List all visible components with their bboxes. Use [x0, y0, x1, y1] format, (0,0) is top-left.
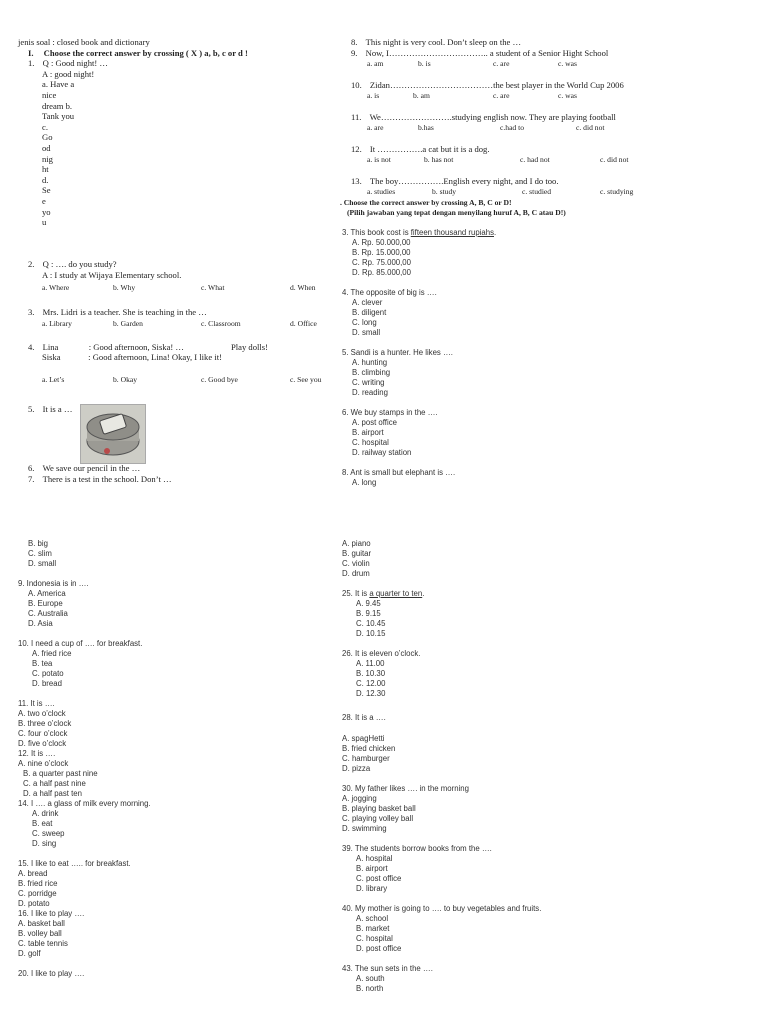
q1-option-fragment: dream b. — [42, 100, 73, 111]
r11-option-d: c. did not — [576, 123, 605, 132]
q9-option: A. America — [28, 589, 66, 598]
q39-option: D. library — [356, 884, 388, 893]
q40-option: B. market — [356, 924, 390, 933]
q4-option-b: b. Okay — [113, 375, 138, 384]
q5-question — [28, 404, 72, 415]
q14-option: D. sing — [32, 839, 57, 848]
cont-option: B. big — [28, 539, 48, 548]
r12-question — [351, 144, 490, 155]
q30-option: B. playing basket ball — [342, 804, 416, 813]
r11-question — [351, 112, 616, 123]
r4-question: 4. The opposite of big is …. — [342, 288, 437, 297]
q6-question — [28, 463, 140, 474]
q4-line1-text: : Good afternoon, Siska! … — [88, 342, 184, 352]
q7-question — [28, 474, 172, 485]
cont-option: D. small — [28, 559, 57, 568]
q3-option-c: c. Classroom — [201, 319, 241, 328]
q1-option-fragment: nice — [42, 89, 57, 100]
r13-text: The boy…………….English every night, and I do too. — [369, 176, 559, 186]
r11-option-c: c.had to — [500, 123, 525, 132]
r13-option-b: b. study — [432, 187, 457, 196]
r12-option-b: b. has not — [424, 155, 454, 164]
q5-number: 5. — [28, 404, 35, 414]
q39-option: A. hospital — [356, 854, 393, 863]
q4-option-a: a. Let’s — [42, 375, 65, 384]
q30-option: D. swimming — [342, 824, 387, 833]
q3-option-d: d. Office — [290, 319, 317, 328]
q2-question — [28, 259, 117, 270]
q15-option: D. potato — [18, 899, 50, 908]
q16-option: A. basket ball — [18, 919, 65, 928]
r6-question: 6. We buy stamps in the …. — [342, 408, 438, 417]
r4-option: D. small — [352, 328, 381, 337]
q26-question: 26. It is eleven o’clock. — [342, 649, 421, 658]
r10-number: 10. — [351, 80, 362, 90]
q26-option: C. 12.00 — [356, 679, 386, 688]
q7-number: 7. — [28, 474, 35, 484]
q7-text: There is a test in the school. Don’t … — [42, 474, 172, 484]
q4-line2-text: : Good afternoon, Lina! Okay, I like it! — [88, 352, 222, 362]
r8-option: A. long — [352, 478, 377, 487]
test-type-line: jenis soal : closed book and dictionary — [18, 37, 150, 47]
r6-option: D. railway station — [352, 448, 412, 457]
r13-number: 13. — [351, 176, 362, 186]
q40-question: 40. My mother is going to …. to buy vegetables and fruits. — [342, 904, 542, 913]
r10-option-a: a. is — [367, 91, 380, 100]
q1-answer: A : good night! — [42, 68, 95, 79]
q15-option: C. porridge — [18, 889, 57, 898]
q25-option: A. 9.45 — [356, 599, 381, 608]
section-two-instruction: . Choose the correct answer by crossing A, B, C or D! — [340, 198, 512, 207]
q43-option: A. south — [356, 974, 385, 983]
q5-text: It is a … — [42, 404, 73, 414]
q1-option-fragment: Go — [42, 132, 53, 143]
q25-underlined: a quarter to ten — [369, 589, 423, 598]
q3-option-b: b. Garden — [113, 319, 143, 328]
r13-question — [351, 176, 558, 187]
cont-option: B. guitar — [342, 549, 372, 558]
q4-line1-tail: Play dolls! — [231, 342, 269, 352]
r8-question: 8. Ant is small but elephant is …. — [342, 468, 456, 477]
q30-question: 30. My father likes …. in the morning — [342, 784, 469, 793]
r3-question — [342, 228, 742, 238]
r9-question — [351, 48, 608, 59]
r9-option-b: b. is — [418, 59, 431, 68]
q30-option: C. playing volley ball — [342, 814, 414, 823]
r8-text: This night is very cool. Don’t sleep on the … — [365, 37, 522, 47]
r6-option: C. hospital — [352, 438, 389, 447]
r12-number: 12. — [351, 144, 362, 154]
right-bottom-column — [342, 539, 742, 994]
q43-question: 43. The sun sets in the …. — [342, 964, 433, 973]
r5-question: 5. Sandi is a hunter. He likes …. — [342, 348, 453, 357]
q9-option: D. Asia — [28, 619, 53, 628]
q39-option: C. post office — [356, 874, 402, 883]
q1-options — [18, 79, 338, 227]
q9-option: B. Europe — [28, 599, 63, 608]
q25-text: 25. It is — [342, 589, 370, 598]
r3-option: C. Rp. 75.000,00 — [352, 258, 411, 267]
r11-number: 11. — [351, 112, 362, 122]
sharpener-picture — [80, 404, 146, 464]
r13-option-d: c. studying — [600, 187, 634, 196]
cont-option: C. slim — [28, 549, 52, 558]
r12-option-d: c. did not — [600, 155, 629, 164]
section-two-instruction-id: (Pilih jawaban yang tepat dengan menyilang huruf A, B, C atau D!) — [347, 208, 566, 217]
r10-option-d: c. was — [558, 91, 577, 100]
q9-question: 9. Indonesia is in …. — [18, 579, 89, 588]
q30-option: A. jogging — [342, 794, 377, 803]
section-one-heading — [18, 48, 338, 59]
r3-text: 3. This book cost is — [342, 228, 411, 237]
q1-option-fragment: nig — [42, 153, 53, 164]
r9-text: Now, I…………………………….. a student of a Senior Hight School — [365, 48, 609, 58]
q2-answer: A : I study at Wijaya Elementary school. — [42, 270, 182, 280]
r8-serif-question — [351, 37, 521, 48]
q15-option: B. fried rice — [18, 879, 58, 888]
q1-option-fragment: od — [42, 142, 51, 153]
q15-option: A. bread — [18, 869, 48, 878]
q14-question: 14. I …. a glass of milk every morning. — [18, 799, 151, 808]
q1-option-fragment: c. — [42, 121, 48, 132]
q39-question: 39. The students borrow books from the …. — [342, 844, 492, 853]
q26-option: A. 11.00 — [356, 659, 385, 668]
r10-text: Zidan………………………………the best player in the World Cup 2006 — [369, 80, 624, 90]
q2-option-d: d. When — [290, 283, 316, 292]
q12-option: A. nine o’clock — [18, 759, 69, 768]
r9-option-d: c. was — [558, 59, 577, 68]
q28-option: B. fried chicken — [342, 744, 396, 753]
q10-option: B. tea — [32, 659, 53, 668]
q11-option: C. four o’clock — [18, 729, 68, 738]
q12-option: C. a half past nine — [23, 779, 86, 788]
r3-underlined: fifteen thousand rupiahs — [410, 228, 494, 237]
q14-option: A. drink — [32, 809, 59, 818]
cont-option: D. drum — [342, 569, 370, 578]
q9-option: C. Australia — [28, 609, 68, 618]
section-instruction: Choose the correct answer by crossing ( X ) a, b, c or d ! — [43, 47, 248, 58]
q2-text: Q : …. do you study? — [42, 259, 117, 269]
q4-number: 4. — [28, 342, 35, 352]
q1-option-fragment: d. — [42, 174, 49, 185]
q11-option: D. five o’clock — [18, 739, 67, 748]
q14-option: C. sweep — [32, 829, 65, 838]
r11-text: We…………………….studying english now. They are playing football — [369, 112, 616, 122]
q6-number: 6. — [28, 463, 35, 473]
r10-option-c: c. are — [493, 91, 510, 100]
q28-option: C. hamburger — [342, 754, 390, 763]
q1-option-fragment: a. Have a — [42, 79, 75, 90]
r9-option-a: a. am — [367, 59, 384, 68]
q26-option: D. 12.30 — [356, 689, 386, 698]
r10-option-b: b. am — [413, 91, 430, 100]
r12-option-a: a. is not — [367, 155, 391, 164]
r8-number: 8. — [351, 37, 358, 47]
q4-line1 — [28, 342, 184, 353]
q3-question — [28, 307, 207, 318]
q40-option: A. school — [356, 914, 389, 923]
q2-option-a: a. Where — [42, 283, 70, 292]
q39-option: B. airport — [356, 864, 388, 873]
q4-speaker-2: Siska — [42, 352, 61, 362]
r3-option: A. Rp. 50.000,00 — [352, 238, 411, 247]
r13-option-a: a. studies — [367, 187, 396, 196]
r4-option: A. clever — [352, 298, 383, 307]
q16-option: C. table tennis — [18, 939, 68, 948]
q2-option-c: c. What — [201, 283, 225, 292]
q4-option-d: c. See you — [290, 375, 322, 384]
q12-option: D. a half past ten — [23, 789, 82, 798]
q1-text: Q : Good night! … — [42, 58, 109, 69]
q28-question: 28. It is a …. — [342, 713, 386, 722]
cont-option: C. violin — [342, 559, 370, 568]
r11-option-a: a. are — [367, 123, 384, 132]
r9-option-c: c. are — [493, 59, 510, 68]
q12-question: 12. It is …. — [18, 749, 56, 758]
q40-option: C. hospital — [356, 934, 393, 943]
r3-option: B. Rp. 15.000,00 — [352, 248, 411, 257]
q1-option-fragment: ht — [42, 164, 49, 175]
q16-option: D. golf — [18, 949, 41, 958]
q20-question: 20. I like to play …. — [18, 969, 85, 978]
q3-option-a: a. Library — [42, 319, 72, 328]
q25-question — [342, 589, 742, 599]
right-middle-column — [342, 228, 742, 488]
q3-number: 3. — [28, 307, 35, 317]
q16-option: B. volley ball — [18, 929, 62, 938]
r5-option: B. climbing — [352, 368, 391, 377]
left-top-column — [18, 37, 338, 228]
q28-option: D. pizza — [342, 764, 371, 773]
q10-option: D. bread — [32, 679, 62, 688]
r13-option-c: c. studied — [522, 187, 552, 196]
left-bottom-column — [18, 539, 338, 979]
q25-period: . — [422, 589, 425, 598]
q4-line2 — [42, 352, 222, 363]
q10-option: C. potato — [32, 669, 64, 678]
r6-option: A. post office — [352, 418, 397, 427]
q1-option-fragment: u — [42, 217, 47, 228]
q4-speaker-1: Lina — [42, 342, 59, 352]
r10-question — [351, 80, 624, 91]
q2-number: 2. — [28, 259, 35, 269]
q25-option: B. 9.15 — [356, 609, 381, 618]
r12-option-c: c. had not — [520, 155, 550, 164]
q12-option: B. a quarter past nine — [23, 769, 98, 778]
q26-option: B. 10.30 — [356, 669, 386, 678]
r5-option: D. reading — [352, 388, 388, 397]
section-number: I. — [28, 47, 34, 58]
pencil-sharpener-icon — [81, 405, 145, 463]
r5-option: A. hunting — [352, 358, 388, 367]
r5-option: C. writing — [352, 378, 385, 387]
q1-number: 1. — [28, 58, 35, 69]
q3-text: Mrs. Lidri is a teacher. She is teaching in the … — [42, 307, 207, 317]
q1-option-fragment: yo — [42, 206, 51, 217]
q1-question — [18, 58, 338, 69]
r3-option: D. Rp. 85.000,00 — [352, 268, 411, 277]
q40-option: D. post office — [356, 944, 402, 953]
r4-option: B. diligent — [352, 308, 387, 317]
q28-option: A. spagHetti — [342, 734, 385, 743]
cont-option: A. piano — [342, 539, 371, 548]
q10-question: 10. I need a cup of …. for breakfast. — [18, 639, 143, 648]
q6-text: We save our pencil in the … — [42, 463, 141, 473]
q10-option: A. fried rice — [32, 649, 72, 658]
q14-option: B. eat — [32, 819, 53, 828]
q25-option: D. 10.15 — [356, 629, 386, 638]
q11-option: A. two o’clock — [18, 709, 66, 718]
q11-option: B. three o’clock — [18, 719, 72, 728]
r9-number: 9. — [351, 48, 358, 58]
q25-option: C. 10.45 — [356, 619, 386, 628]
q43-option: B. north — [356, 984, 384, 993]
q1-option-fragment: e — [42, 195, 46, 206]
q11-question: 11. It is …. — [18, 699, 55, 708]
q15-question: 15. I like to eat ….. for breakfast. — [18, 859, 131, 868]
q2-option-b: b. Why — [113, 283, 136, 292]
q4-option-c: c. Good bye — [201, 375, 238, 384]
r12-text: It …………….a cat but it is a dog. — [369, 144, 490, 154]
r4-option: C. long — [352, 318, 377, 327]
q16-question: 16. I like to play …. — [18, 909, 85, 918]
r11-option-b: b.has — [418, 123, 434, 132]
q1-option-fragment: Tank you — [42, 111, 75, 122]
r3-period: . — [494, 228, 497, 237]
r6-option: B. airport — [352, 428, 384, 437]
q1-option-fragment: Se — [42, 185, 51, 196]
